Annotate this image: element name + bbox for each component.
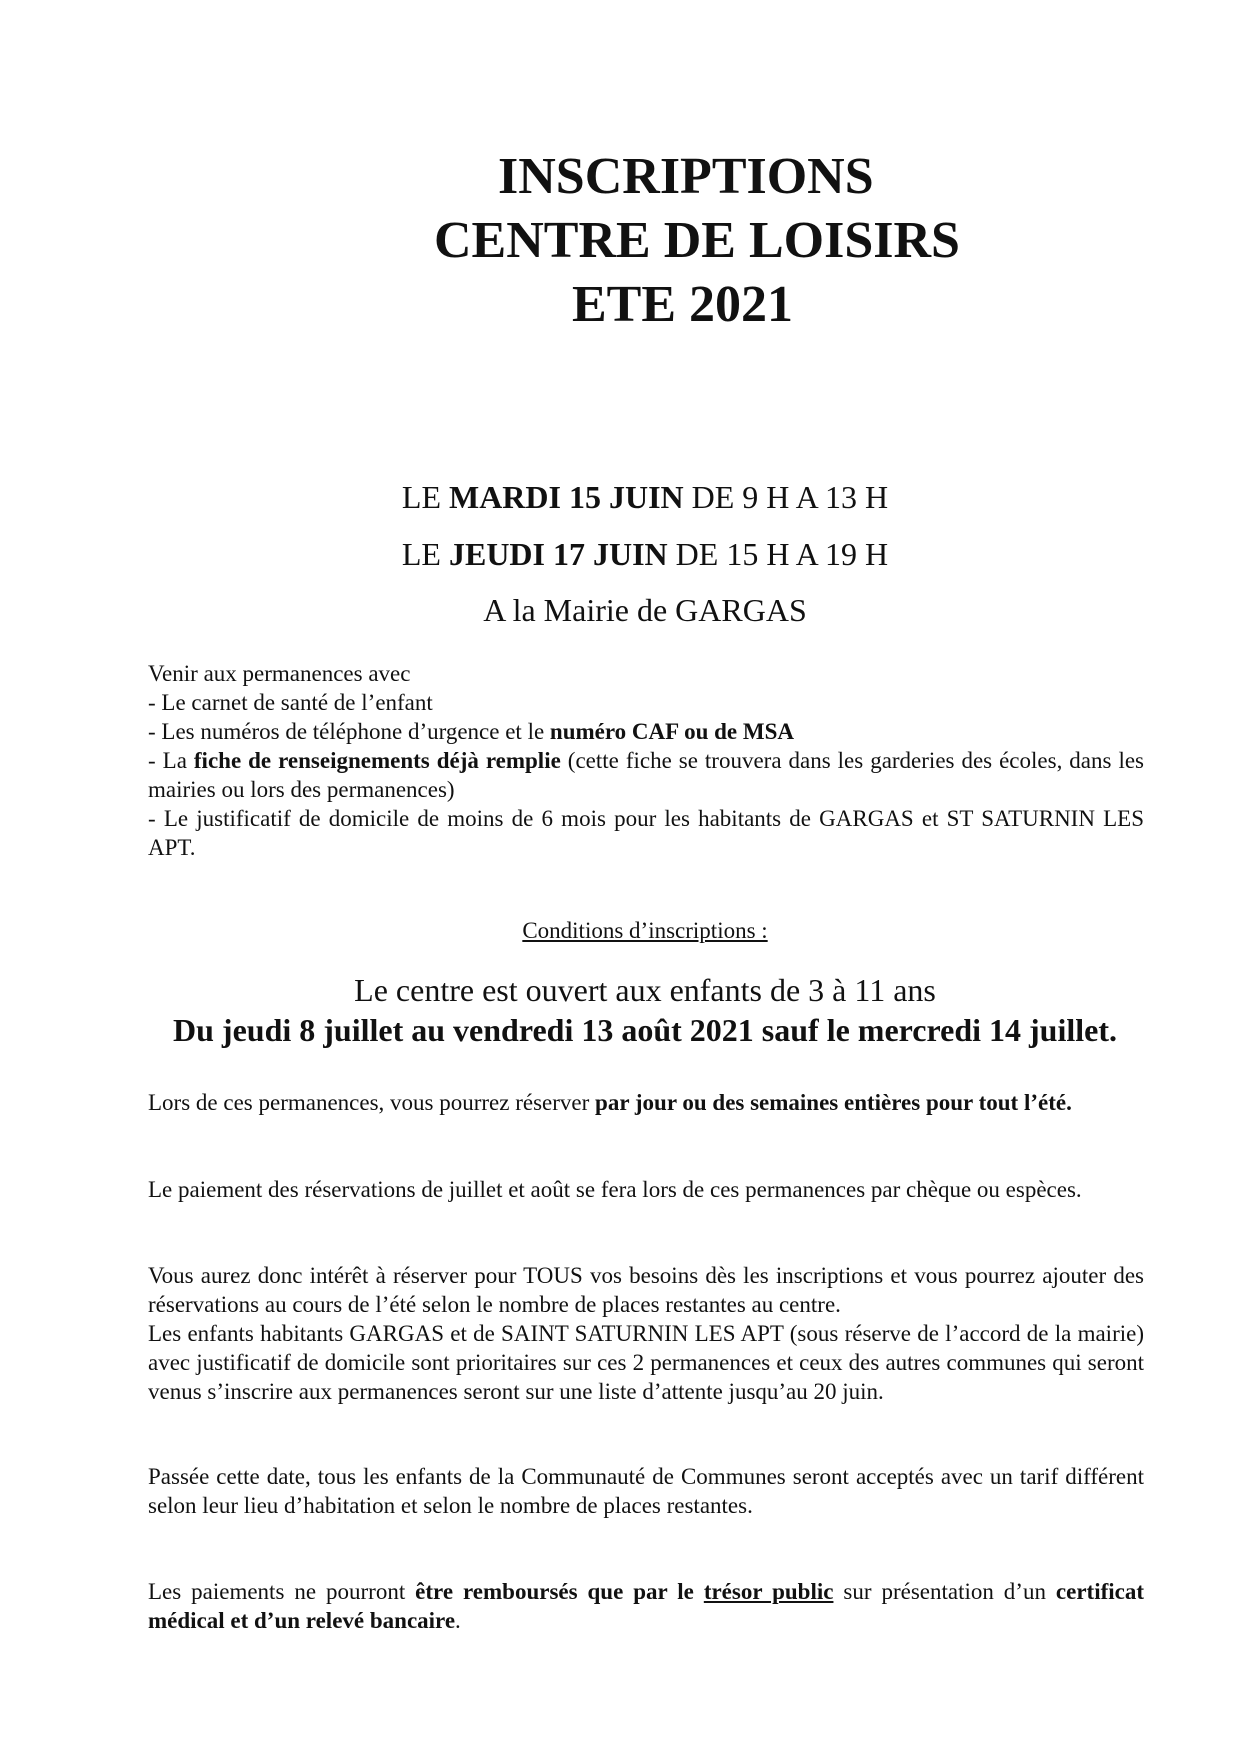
- conditions-label-text: Conditions d’inscriptions :: [522, 918, 768, 943]
- requirement-item-3: [148, 746, 1144, 804]
- conditions-label: [0, 916, 1240, 945]
- session-2-prefix: LE: [401, 536, 449, 572]
- session-1-prefix: LE: [401, 479, 449, 515]
- paragraph-refund: [148, 1577, 1144, 1635]
- refund-bold-underlined: trésor public: [703, 1579, 834, 1604]
- schedule-location: A la Mairie de GARGAS: [483, 592, 807, 628]
- paragraph-payment: Le paiement des réservations de juillet et août se fera lors de ces permanences par chèque ou espèces.: [148, 1177, 1082, 1202]
- session-1-day: MARDI 15 JUIN: [448, 479, 684, 515]
- refund-bold-e: certificat médical et d’un relevé bancaire: [148, 1579, 1145, 1633]
- paragraph-needs: Vous aurez donc intérêt à réserver pour TOUS vos besoins dès les inscriptions et vous pourrez ajouter des réservations au cours de l’été selon le nombre de places restantes au centre.: [148, 1263, 1144, 1317]
- requirement-item-2: [148, 717, 1144, 746]
- requirements-block: [148, 659, 1144, 862]
- paragraph-reservation-bold: par jour ou des semaines entières pour tout l’été.: [595, 1090, 1072, 1115]
- title-line-1: INSCRIPTIONS: [498, 148, 874, 205]
- session-2-hours: DE 15 H A 19 H: [667, 536, 889, 572]
- session-1-hours: DE 9 H A 13 H: [683, 479, 889, 515]
- session-2-day: JEUDI 17 JUIN: [448, 536, 668, 572]
- conditions-dates: Du jeudi 8 juillet au vendredi 13 août 2021 sauf le mercredi 14 juillet.: [173, 1012, 1117, 1048]
- refund-text-d: sur présentation d’un: [833, 1579, 1056, 1604]
- schedule-session-1: [0, 477, 1240, 517]
- paragraph-reservation: [148, 1088, 1144, 1117]
- title-line-2: CENTRE DE LOISIRS: [434, 212, 960, 269]
- title-line-3: ETE 2021: [572, 276, 794, 333]
- requirement-item-4: - Le justificatif de domicile de moins de 6 mois pour les habitants de GARGAS et ST SATURNIN LES APT.: [148, 806, 1144, 860]
- requirement-item-1: - Le carnet de santé de l’enfant: [148, 690, 433, 715]
- requirements-intro: Venir aux permanences avec: [148, 661, 411, 686]
- requirement-item-2-bold: numéro CAF ou de MSA: [549, 719, 794, 744]
- schedule-session-2: [0, 534, 1240, 574]
- conditions-ages: Le centre est ouvert aux enfants de 3 à 11 ans: [354, 972, 936, 1008]
- requirement-item-3-text-c: (cette fiche se trouvera dans les garderies des écoles, dans les mairies ou lors des permanences): [148, 748, 1144, 802]
- requirement-item-3-text-a: - La: [148, 748, 194, 773]
- paragraph-reservation-text: Lors de ces permanences, vous pourrez réserver: [148, 1090, 596, 1115]
- paragraph-after-date: Passée cette date, tous les enfants de la Communauté de Communes seront acceptés avec un tarif différent selon leur lieu d’habitation et selon le nombre de places restantes.: [148, 1464, 1144, 1518]
- refund-text-f: .: [455, 1608, 461, 1633]
- requirement-item-2-text: - Les numéros de téléphone d’urgence et le: [148, 719, 550, 744]
- refund-text-a: Les paiements ne pourront: [148, 1579, 416, 1604]
- paragraph-priority: Les enfants habitants GARGAS et de SAINT SATURNIN LES APT (sous réserve de l’accord de la mairie) avec justificatif de domicile sont prioritaires sur ces 2 permanences et ceux des autres communes qui seront venus s’inscrire aux permanences seront sur une liste d’attente jusqu’au 20 juin.: [148, 1321, 1144, 1404]
- requirement-item-3-bold: fiche de renseignements déjà remplie: [193, 748, 561, 773]
- refund-bold-b: être remboursés que par le: [415, 1579, 704, 1604]
